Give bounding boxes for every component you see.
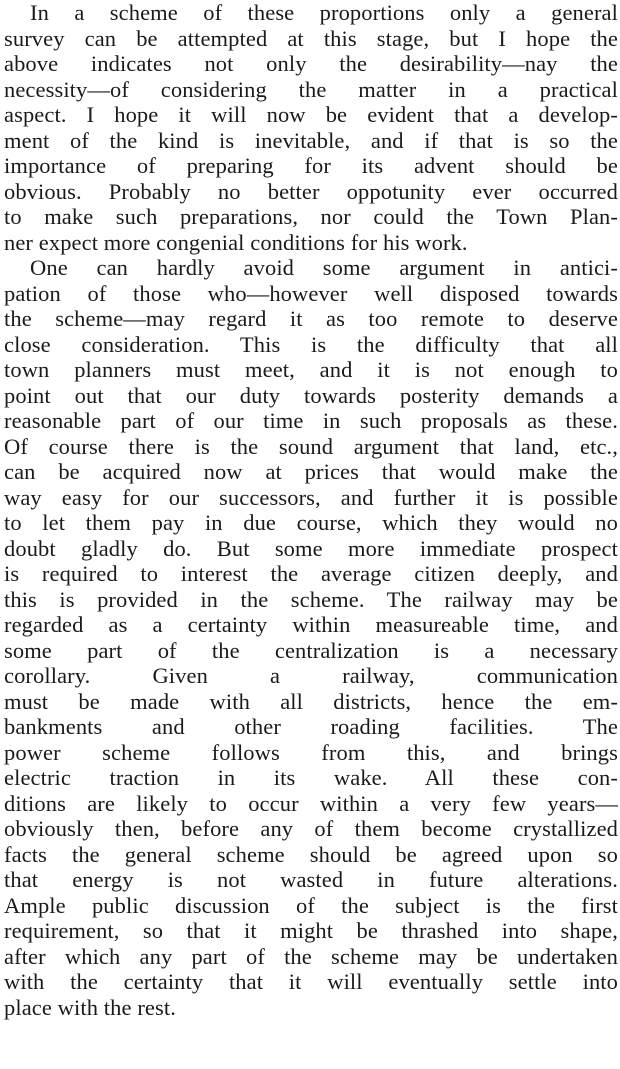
text-line: regarded as a certainty within measureable time, and (4, 612, 618, 637)
text-line: can be acquired now at prices that would make the (4, 459, 618, 484)
text-line: is required to interest the average citizen deeply, and (4, 561, 618, 586)
article-column (4, 0, 618, 1020)
text-line: after which any part of the scheme may be undertaken (4, 943, 618, 969)
text-line: ditions are likely to occur within a very few years— (4, 790, 618, 816)
text-line: town planners must meet, and it is not enough to (4, 357, 618, 382)
text-line: place with the rest. (4, 994, 176, 1020)
text-line: to make such preparations, nor could the Town Plan- (4, 204, 618, 229)
text-line: to let them pay in due course, which they would no (4, 510, 618, 535)
text-line: bankments and other roading facilities. The (4, 714, 618, 739)
text-line: doubt gladly do. But some more immediate prospect (4, 535, 618, 561)
text-line: pation of those who—however well disposed towards (4, 280, 618, 306)
text-line: electric traction in its wake. All these con- (4, 765, 618, 790)
text-line: Ample public discussion of the subject is the first (4, 892, 618, 918)
text-line: this is provided in the scheme. The railway may be (4, 586, 618, 612)
text-line: Of course there is the sound argument that land, etc., (4, 433, 618, 459)
text-line: obvious. Probably no better oppotunity ever occurred (4, 178, 618, 204)
text-line: the scheme—may regard it as too remote to deserve (4, 306, 618, 331)
text-line: reasonable part of our time in such proposals as these. (4, 408, 618, 433)
text-line: with the certainty that it will eventually settle into (4, 969, 618, 994)
text-line: that energy is not wasted in future alterations. (4, 867, 618, 892)
text-line: some part of the centralization is a necessary (4, 637, 618, 663)
text-line: way easy for our successors, and further it is possible (4, 484, 618, 510)
text-line: facts the general scheme should be agreed upon so (4, 841, 618, 867)
text-line: importance of preparing for its advent should be (4, 153, 618, 178)
text-line: close consideration. This is the difficulty that all (4, 331, 618, 357)
text-line: requirement, so that it might be thrashed into shape, (4, 918, 618, 943)
text-line: point out that our duty towards posterity demands a (4, 382, 618, 408)
paragraph-1 (4, 0, 618, 255)
paragraph-2 (4, 255, 618, 1020)
text-line: must be made with all districts, hence the em- (4, 688, 618, 714)
text-line: power scheme follows from this, and brings (4, 739, 618, 765)
text-line: obviously then, before any of them become crystallized (4, 816, 618, 841)
text-line: above indicates not only the desirability—nay the (4, 51, 618, 76)
text-line: corollary. Given a railway, communication (4, 663, 618, 688)
text-line: survey can be attempted at this stage, but I hope the (4, 25, 618, 51)
text-line: necessity—of considering the matter in a practical (4, 76, 618, 102)
text-line: ner expect more congenial conditions for his work. (4, 229, 468, 255)
text-line: aspect. I hope it will now be evident that a develop- (4, 102, 618, 127)
text-line: In a scheme of these proportions only a general (30, 0, 618, 25)
text-line: One can hardly avoid some argument in antici- (30, 255, 618, 280)
text-line: ment of the kind is inevitable, and if that is so the (4, 127, 618, 153)
